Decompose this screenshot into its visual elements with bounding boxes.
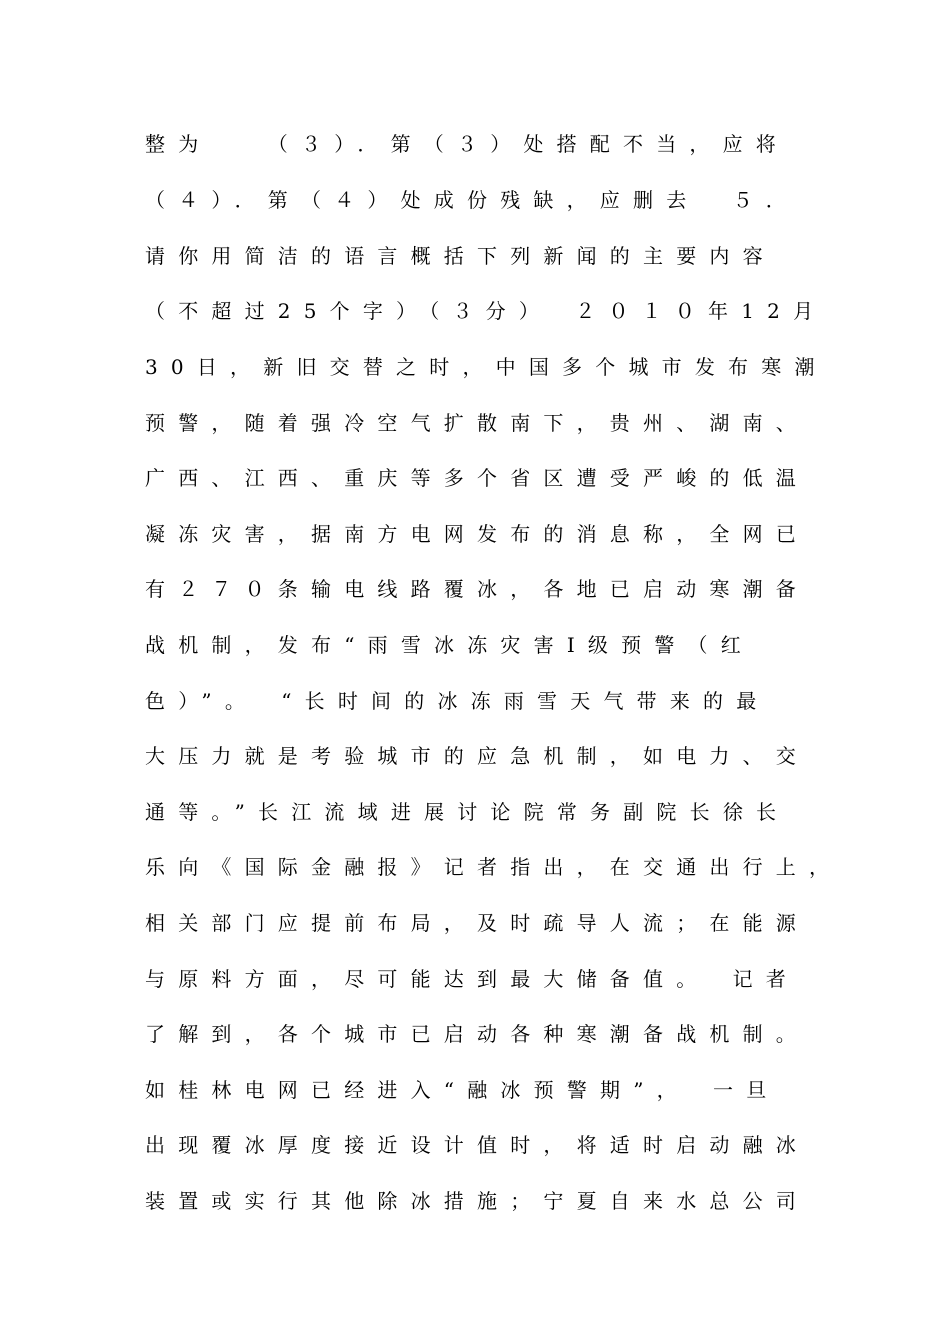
text-line: 广西、江西、重庆等多个省区遭受严峻的低温 — [145, 466, 809, 490]
text-line: 30日，新旧交替之时，中国多个城市发布寒潮 — [145, 355, 828, 379]
text-line: 请你用简洁的语言概括下列新闻的主要内容 — [145, 244, 776, 268]
text-line: 出现覆冰厚度接近设计值时，将适时启动融冰 — [145, 1133, 809, 1157]
text-line: 战机制，发布“雨雪冰冻灾害Ⅰ级预警（红 — [145, 633, 754, 657]
text-line: 乐向《国际金融报》记者指出，在交通出行上， — [145, 855, 843, 879]
text-line: 整为 （３）．第（３）处搭配不当，应将 — [145, 132, 789, 156]
text-line: 相关部门应提前布局，及时疏导人流；在能源 — [145, 911, 809, 935]
text-line: 预警，随着强冷空气扩散南下，贵州、湖南、 — [145, 411, 809, 435]
text-line: 色）”。 “长时间的冰冻雨雪天气带来的最 — [145, 689, 770, 713]
text-line: （不超过25个字）（３分） ２０１０年12月 — [145, 299, 827, 323]
text-line: 有２７０条输电线路覆冰，各地已启动寒潮备 — [145, 577, 809, 601]
text-line: 如桂林电网已经进入“融冰预警期”， 一旦 — [145, 1078, 780, 1102]
text-line: 与原料方面，尽可能达到最大储备值。 记者 — [145, 967, 799, 991]
text-line: 通等。”长江流域进展讨论院常务副院长徐长 — [145, 800, 790, 824]
text-line: 装置或实行其他除冰措施；宁夏自来水总公司 — [145, 1189, 809, 1213]
text-line: （４）．第（４）处成份残缺，应删去 ５． — [145, 188, 799, 212]
text-line: 了解到，各个城市已启动各种寒潮备战机制。 — [145, 1022, 809, 1046]
text-line: 大压力就是考验城市的应急机制，如电力、交 — [145, 744, 809, 768]
text-line: 凝冻灾害，据南方电网发布的消息称，全网已 — [145, 522, 809, 546]
